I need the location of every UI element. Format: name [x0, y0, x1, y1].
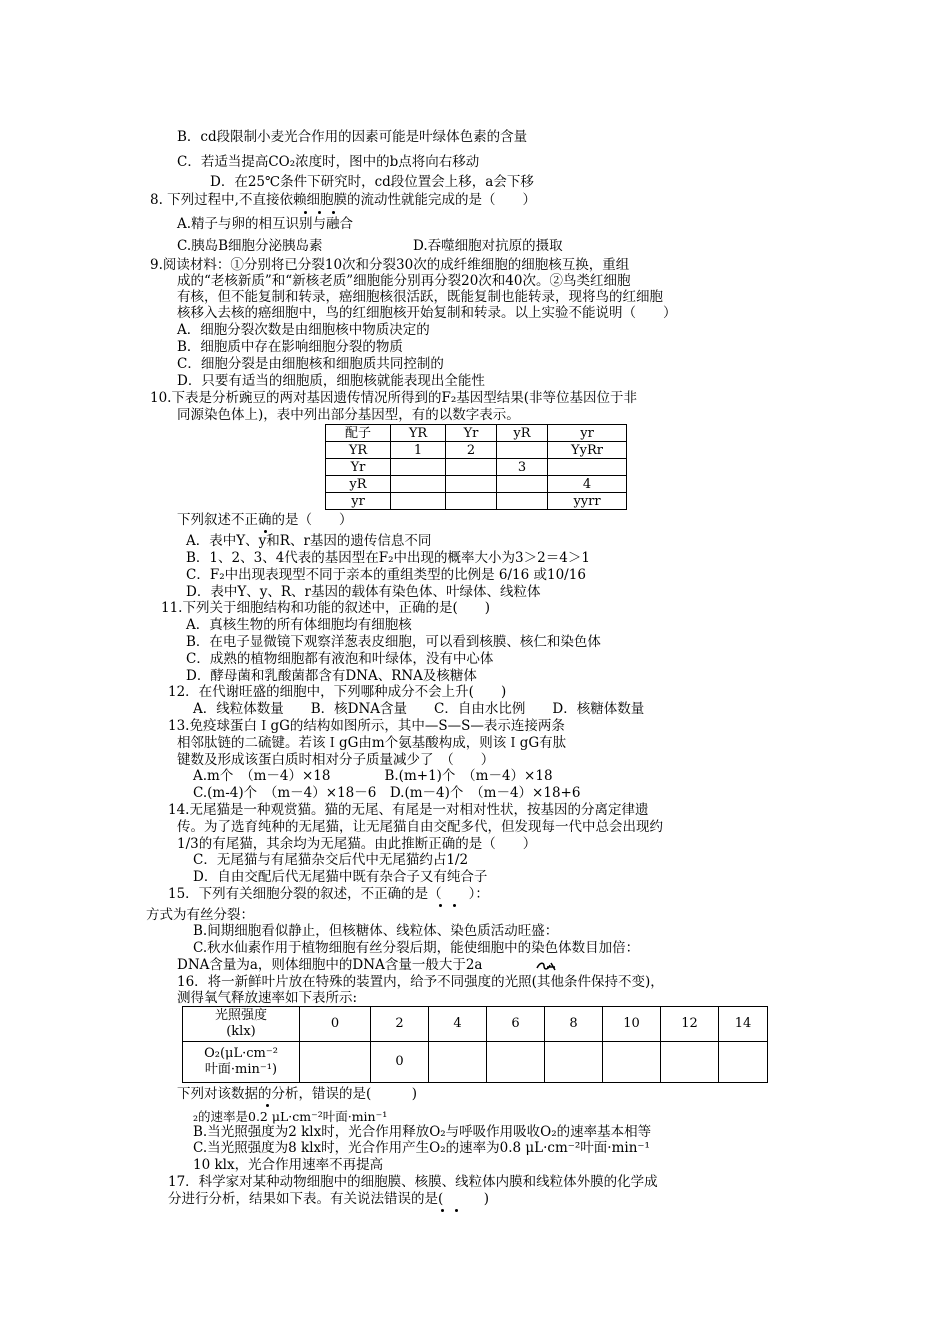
table-cell [391, 476, 446, 493]
table-cell: YR [326, 442, 391, 459]
q16-option-a-fragment: ₂的速率是0.2 μL·cm⁻²叶面·min⁻¹ [193, 1109, 388, 1124]
q16-option-d-fragment: 10 klx，光合作用速率不再提高 [193, 1157, 384, 1173]
q11-option-d: D．酵母菌和乳酸菌都含有DNA、RNA及核糖体 [186, 668, 477, 684]
header-label-light-intensity: 光照强度 [214, 1008, 267, 1023]
q10-stem-line2: 同源染色体上)，表中列出部分基因型，有的以数字表示。 [177, 407, 520, 423]
table-cell [300, 1042, 371, 1083]
q16-option-c: C.当光照强度为8 klx时，光合作用产生O₂的速率为0.8 μL·cm⁻²叶面·min⁻¹ [193, 1140, 650, 1156]
table-cell: 3 [497, 459, 548, 476]
q10-stem-line1: 10.下表是分析豌豆的两对基因遗传情况所得到的F₂基因型结果(非等位基因位于非 [150, 390, 638, 406]
q10-option-b: B．1、2、3、4代表的基因型在F₂中出现的概率大小为3＞2＝4＞1 [186, 550, 590, 566]
q14-option-c: C．无尾猫与有尾猫杂交后代中无尾猫约占1/2 [193, 852, 469, 868]
q15-option-a-fragment: 方式为有丝分裂： [146, 907, 254, 923]
emphasis-dot [455, 1209, 458, 1212]
light-oxygen-table [182, 1006, 768, 1083]
table-cell: 4 [548, 476, 627, 493]
table-header-cell: 2 [371, 1007, 429, 1042]
table-cell [719, 1042, 768, 1083]
table-cell [661, 1042, 719, 1083]
emphasis-dot [439, 904, 442, 907]
q16-stem-line1: 16．将一新鲜叶片放在特殊的装置内，给予不同强度的光照(其他条件保持不变)， [177, 974, 664, 990]
q9-option-d: D．只要有适当的细胞质，细胞核就能表现出全能性 [177, 373, 485, 389]
table-cell: yyrr [548, 493, 627, 510]
q13-options-ab: A.m个 （m－4）×18 B.(m+1)个 （m－4）×18 [193, 768, 553, 784]
emphasis-dot [441, 1209, 444, 1212]
emphasis-dot [332, 211, 335, 214]
q10-option-d: D．表中Y、y、R、r基因的载体有染色体、叶绿体、线粒体 [186, 584, 541, 600]
q17-stem-line2: 分进行分析，结果如下表。有关说法错误的是( ) [168, 1191, 490, 1207]
table-header-cell: 配子 [326, 425, 391, 442]
q12-options: A．线粒体数量 B．核DNA含量 C．自由水比例 D．核糖体数量 [193, 701, 645, 717]
table-cell: yR [326, 476, 391, 493]
q15-stem: 15．下列有关细胞分裂的叙述，不正确的是（ ）： [168, 886, 489, 902]
q16-question: 下列对该数据的分析，错误的是( ) [177, 1086, 418, 1102]
table-header-cell: YR [391, 425, 446, 442]
table-header-cell: yR [497, 425, 548, 442]
q11-stem: 11.下列关于细胞结构和功能的叙述中，正确的是( ) [161, 600, 491, 616]
table-header-cell: 6 [487, 1007, 545, 1042]
q9-option-b: B．细胞质中存在影响细胞分裂的物质 [177, 339, 403, 355]
table-cell [548, 459, 627, 476]
q14-stem-line2: 传。为了选育纯种的无尾猫，让无尾猫自由交配多代，但发现每一代中总会出现约 [177, 819, 663, 835]
table-header-cell: 8 [545, 1007, 603, 1042]
q9-option-a: A．细胞分裂次数是由细胞核中物质决定的 [177, 322, 430, 338]
table-row [326, 459, 627, 476]
q9-option-c: C．细胞分裂是由细胞核和细胞质共同控制的 [177, 356, 444, 372]
scribble-mark-icon [535, 959, 557, 973]
q9-stem-line3: 有核，但不能复制和转录，癌细胞核很活跃，既能复制也能转录，现将鸟的红细胞 [177, 289, 663, 305]
table-header-cell: 14 [719, 1007, 768, 1042]
table-cell: YyRr [548, 442, 627, 459]
table-cell [545, 1042, 603, 1083]
q7-option-c: C．若适当提高CO₂浓度时，图中的b点将向右移动 [177, 154, 480, 170]
q13-options-cd: C.(m-4)个 （m－4）×18－6 D.(m－4)个 （m－4）×18+6 [193, 785, 581, 801]
table-row-label [183, 1042, 300, 1083]
table-header-row [183, 1007, 768, 1042]
table-row [326, 476, 627, 493]
table-row [326, 442, 627, 459]
table-header-cell [183, 1007, 300, 1042]
table-header-cell: 0 [300, 1007, 371, 1042]
table-cell: 2 [446, 442, 497, 459]
q10-option-a: A．表中Y、y和R、r基因的遗传信息不同 [186, 533, 432, 549]
table-cell: Yr [326, 459, 391, 476]
q7-option-d: D．在25℃条件下研究时，cd段位置会上移，a会下移 [210, 174, 534, 190]
q7-option-b: B．cd段限制小麦光合作用的因素可能是叶绿体色素的含量 [177, 129, 528, 145]
q9-stem-line1: 9.阅读材料：①分别将已分裂10次和分裂30次的成纤维细胞的细胞核互换，重组 [150, 257, 630, 273]
row-label-line1: O₂(μL·cm⁻² [204, 1046, 278, 1061]
q16-option-b: B.当光照强度为2 klx时，光合作用释放O₂与呼吸作用吸收O₂的速率基本相等 [193, 1124, 652, 1140]
table-row [183, 1042, 768, 1083]
q10-question: 下列叙述不正确的是（ ） [177, 512, 353, 528]
table-cell [391, 459, 446, 476]
q17-stem-line1: 17．科学家对某种动物细胞中的细胞膜、核膜、线粒体内膜和线粒体外膜的化学成 [168, 1174, 658, 1190]
table-header-cell: Yr [446, 425, 497, 442]
q8-option-d: D.吞噬细胞对抗原的摄取 [413, 238, 563, 254]
table-cell [391, 493, 446, 510]
table-cell [497, 442, 548, 459]
q15-option-c: C.秋水仙素作用于植物细胞有丝分裂后期，能使细胞中的染色体数目加倍： [193, 940, 640, 956]
table-row [326, 493, 627, 510]
q9-stem-line4: 核移入去核的癌细胞中，鸟的红细胞核开始复制和转录。以上实验不能说明（ ） [177, 305, 677, 321]
emphasis-dot [318, 211, 321, 214]
table-cell [497, 476, 548, 493]
q15-option-b: B.间期细胞看似静止，但核糖体、线粒体、染色质活动旺盛： [193, 923, 559, 939]
q8-stem: 8. 下列过程中,不直接依赖细胞膜的流动性就能完成的是（ ） [150, 192, 536, 208]
table-cell [446, 459, 497, 476]
table-cell [497, 493, 548, 510]
q13-stem-line3: 键数及形成该蛋白质时相对分子质量减少了 （ ） [177, 752, 495, 768]
q10-option-c: C．F₂中出现表现型不同于亲本的重组类型的比例是 6/16 或10/16 [186, 567, 586, 583]
table-cell: 1 [391, 442, 446, 459]
q13-stem-line2: 相邻肽链的二硫键。若该ＩgG由m个氨基酸构成，则该ＩgG有肽 [177, 735, 567, 751]
table-cell [446, 493, 497, 510]
q11-option-a: A．真核生物的所有体细胞均有细胞核 [186, 617, 412, 633]
q8-option-a: A.精子与卵的相互识别与融合 [177, 216, 354, 232]
q14-stem-line1: 14.无尾猫是一种观赏猫。猫的无尾、有尾是一对相对性状，按基因的分离定律遗 [168, 802, 649, 818]
table-cell [446, 476, 497, 493]
table-header-cell: 12 [661, 1007, 719, 1042]
table-cell: yr [326, 493, 391, 510]
q8-option-c: C.胰岛B细胞分泌胰岛素 [177, 238, 323, 254]
row-label-line2: 叶面·min⁻¹) [204, 1062, 278, 1077]
emphasis-dot [266, 1104, 269, 1107]
q15-option-d-fragment: DNA含量为a，则体细胞中的DNA含量一般大于2a [177, 957, 483, 973]
table-header-cell: yr [548, 425, 627, 442]
table-cell [603, 1042, 661, 1083]
q11-option-c: C．成熟的植物细胞都有液泡和叶绿体，没有中心体 [186, 651, 494, 667]
genotype-table [325, 424, 627, 510]
table-cell: 0 [371, 1042, 429, 1083]
header-label-unit: (klx) [226, 1024, 256, 1039]
table-cell [429, 1042, 487, 1083]
q16-stem-line2: 测得氧气释放速率如下表所示: [177, 990, 358, 1006]
emphasis-dot [304, 211, 307, 214]
table-header-cell: 4 [429, 1007, 487, 1042]
q14-option-d: D．自由交配后代无尾猫中既有杂合子又有纯合子 [193, 869, 488, 885]
q14-stem-line3: 1/3的有尾猫，其余均为无尾猫。由此推断正确的是（ ） [177, 836, 537, 852]
q12-stem: 12．在代谢旺盛的细胞中，下列哪种成分不会上升( ) [168, 684, 507, 700]
emphasis-dot [453, 904, 456, 907]
table-header-row [326, 425, 627, 442]
table-cell [487, 1042, 545, 1083]
q11-option-b: B．在电子显微镜下观察洋葱表皮细胞，可以看到核膜、核仁和染色体 [186, 634, 601, 650]
q13-stem-line1: 13.免疫球蛋白ＩgG的结构如图所示，其中—S—S—表示连接两条 [168, 718, 565, 734]
q9-stem-line2: 成的“老核新质”和“新核老质”细胞能分别再分裂20次和40次。②鸟类红细胞 [177, 273, 631, 289]
table-header-cell: 10 [603, 1007, 661, 1042]
